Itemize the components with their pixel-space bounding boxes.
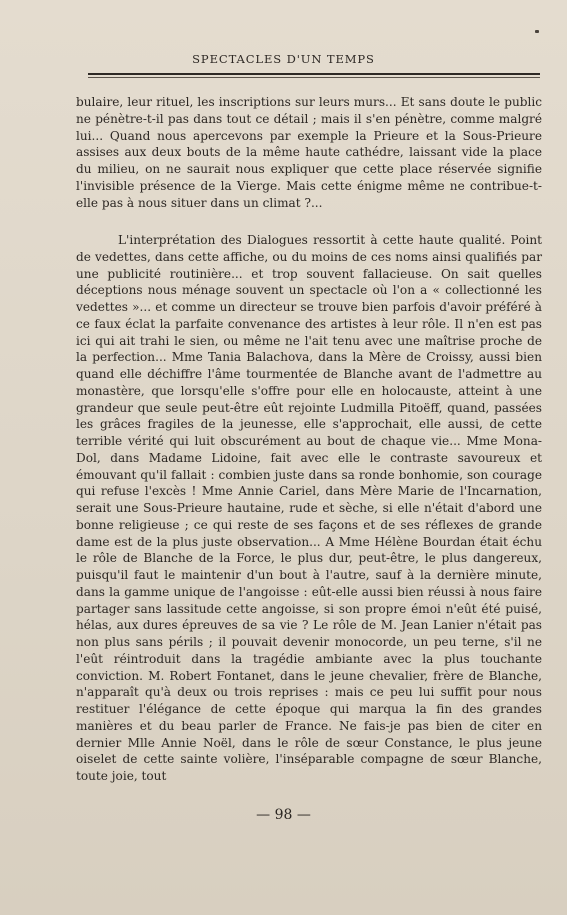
running-title: SPECTACLES D'UN TEMPS bbox=[192, 52, 375, 66]
text-block-continued bbox=[76, 94, 542, 211]
text-block-interpretation bbox=[76, 232, 542, 785]
page-edge-mark bbox=[535, 30, 539, 33]
header-rule bbox=[88, 73, 540, 75]
paragraph-interpretation: L'interprétation des Dialogues ressortit à cette haute qualité. Point de vedettes, dans cette affiche, ou du moins de ces noms ainsi qualifiés par une publicité routinière... et trop souvent fallacieuse. On sait quelles déceptions nous ménage souvent un spectacle où l'on a « collectionné les vedettes »... et comme un directeur se trouve bien parfois d'avoir préféré à ce faux éclat la parfaite convenance des artistes à leur rôle. Il n'en est pas ici qui ait trahi le sien, ou même ne l'ait tenu avec une maîtrise proche de la perfection... Mme Tania Balachova, dans la Mère de Croissy, aussi bien quand elle déchiffre l'âme tourmentée de Blanche avant de l'admettre au monastère, que lorsqu'elle s'offre pour elle en holocauste, atteint à une grandeur que seule peut-être eût rejointe Ludmilla Pitoëff, quand, passées les grâces fragiles de la jeunesse, elle s'approchait, elle aussi, de cette terrible vérité qui luit obscurément au bout de chaque vie... Mme Mona-Dol, dans Madame Lidoine, fait avec elle le contraste savoureux et émouvant qu'il fallait : combien juste dans sa ronde bonhomie, son courage qui refuse l'excès ! Mme Annie Cariel, dans Mère Marie de l'Incarnation, serait une Sous-Prieure hautaine, rude et sèche, si elle n'était d'abord une bonne religieuse ; ce qui reste de ses façons et de ses réflexes de grande dame est de la plus juste observation... A Mme Hélène Bourdan était échu le rôle de Blanche de la Force, le plus dur, peut-être, le plus dangereux, puisqu'il faut le maintenir d'un bout à l'autre, sauf à la dernière minute, dans la gamme unique de l'angoisse : eût-elle aussi bien réussi à nous faire partager sans lassitude cette angoisse, si son propre émoi n'eût été puisé, hélas, aux dures épreuves de sa vie ? Le rôle de M. Jean Lanier n'était pas non plus sans périls ; il pouvait devenir monocorde, un peu terne, s'il ne l'eût réintroduit dans la tragédie ambiante avec la plus touchante conviction. M. Robert Fontanet, dans le jeune chevalier, frère de Blanche, n'apparaît qu'à deux ou trois reprises : mais ce peu lui suffit pour nous restituer l'élégance de cette époque qui marqua la fin des grandes manières et du beau parler de France. Ne fais-je pas bien de citer en dernier Mlle Annie Noël, dans le rôle de sœur Constance, le plus jeune oiselet de cette sainte volière, l'inséparable compagne de sœur Blanche, toute joie, tout bbox=[76, 233, 542, 783]
page-number: — 98 — bbox=[256, 807, 311, 823]
header-rule-thin bbox=[88, 77, 540, 78]
paragraph-continued: bulaire, leur rituel, les inscriptions sur leurs murs... Et sans doute le public ne pénètre-t-il pas dans tout ce détail ; mais il s'en pénètre, comme malgré lui... Quand nous apercevons par exemple la Prieure et la Sous-Prieure assises aux deux bouts de la même haute cathédre, laissant vide la place du milieu, on ne saurait nous expliquer que cette place réservée signifie l'invisible présence de la Vierge. Mais cette énigme même ne contribue-t-elle pas à nous situer dans un climat ?... bbox=[76, 95, 542, 210]
